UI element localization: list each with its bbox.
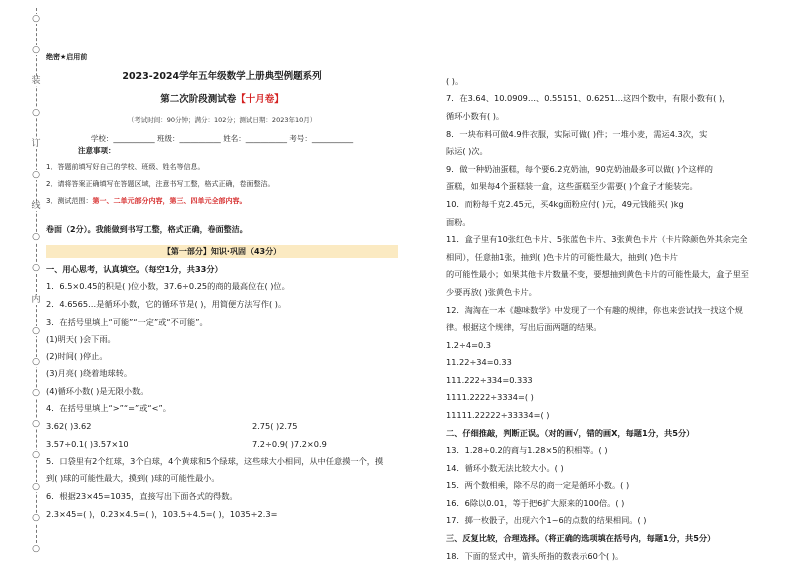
exam-info: （考试时间：90分钟；满分：102分；测试日期：2023年10月） (127, 116, 317, 124)
question-5-cont: 到( )球的可能性最大，摸到( )球的可能性最小。 (46, 473, 220, 483)
notes-heading: 注意事项： (78, 146, 116, 155)
binding-mark: 内 (29, 295, 43, 305)
binding-mark: 线 (29, 201, 43, 211)
question-3-part-3: (3)月亮( )绕着地球转。 (46, 368, 133, 378)
binding-mark: 订 (29, 139, 43, 149)
question-12: 12．淘淘在一本《趣味数学》中发现了一个有趣的规律，你也来尝试找一找这个规 (446, 305, 743, 315)
question-11-line-3: 的可能性最小；如果其他卡片数量不变，要想抽到黄色卡片的可能性最大，盒子里至 (446, 269, 749, 279)
note-item-1: 1．答题前填写好自己的学校、班级、姓名等信息。 (46, 163, 205, 171)
exam-subtitle (46, 95, 398, 105)
compare-row1-right: 2.75( )2.75 (252, 421, 298, 431)
question-3: 3．在括号里填上“可能”“一定”或“不可能”。 (46, 317, 208, 327)
section3-title: 三、反复比较，合理选择。（将正确的选项填在括号内，每题1分，共5分） (446, 533, 716, 543)
question-8: 8．一块布料可做4.9件衣服，实际可做( )件；一堆小麦，需运4.3次，实 (446, 129, 708, 139)
question-11-line-2: 相同），任意抽1张，抽到( )色卡片的可能性最大，抽到( )色卡片 (446, 252, 678, 262)
secret-label: 绝密★启用前 (46, 53, 88, 61)
question-6-items: 2.3×45=( )，0.23×4.5=( )，103.5÷4.5=( )，1035÷2.3= (46, 509, 278, 519)
binding-mark: ○ (29, 419, 43, 429)
section2-title: 二、仔细推敲，判断正误。（对的画√，错的画X，每题1分，共5分） (446, 428, 695, 438)
pattern-line-3: 111.222÷334=0.333 (446, 375, 533, 385)
question-15: 15．两个数相乘，除不尽的商一定是循环小数。( ) (446, 480, 630, 490)
note-item-2: 2．请将答案正确填写在答题区域，注意书写工整，格式正确，卷面整洁。 (46, 180, 275, 188)
binding-mark: ○ (29, 450, 43, 460)
binding-mark: ○ (29, 170, 43, 180)
student-info-fields[interactable]: 学校：___________ 班级：___________ 姓名：___________ 考号：___________ (90, 134, 354, 143)
question-6-tail: ( )。 (446, 76, 464, 86)
question-17: 17．掷一枚骰子，出现六个1~6的点数的结果相同。( ) (446, 515, 647, 525)
question-1: 1．6.5×0.45的积是( )位小数，37.6÷0.25的商的最高位在( )位。 (46, 281, 290, 291)
question-2: 2．4.6565…是循环小数，它的循环节是( )，用简便方法写作( )。 (46, 299, 287, 309)
question-9: 9．做一种奶油蛋糕，每个要6.2克奶油，90克奶油最多可以做( )个这样的 (446, 164, 713, 174)
compare-row2-left: 3.57÷0.1( )3.57×10 (46, 439, 129, 449)
pattern-line-1: 1.2÷4=0.3 (446, 340, 491, 350)
question-11-line-4: 少要再放( )张黄色卡片。 (446, 287, 537, 297)
binding-mark: ○ (29, 513, 43, 523)
binding-mark: ○ (29, 108, 43, 118)
question-3-part-4: (4)循环小数( )是无限小数。 (46, 386, 149, 396)
question-12-cont: 律。根据这个规律，写出后面两题的结果。 (446, 322, 602, 332)
exam-title: 2023-2024学年五年级数学上册典型例题系列 (122, 71, 322, 82)
binding-mark: ○ (29, 357, 43, 367)
binding-mark: ○ (29, 482, 43, 492)
question-10: 10．而粉每千克2.45元，买4kg面粉应付( )元，49元钱能买( )kg (446, 199, 684, 209)
binding-mark: ○ (29, 388, 43, 398)
pattern-line-5: 11111.22222÷33334=( ) (446, 410, 550, 420)
binding-mark: ○ (29, 232, 43, 242)
compare-row1-left: 3.62( )3.62 (46, 421, 92, 431)
question-9-cont: 蛋糕，如果每4个蛋糕装一盒，这些蛋糕至少需要( )个盒子才能装完。 (446, 181, 698, 191)
binding-mark: ○ (29, 45, 43, 55)
exam-subtitle-text: 第二次阶段测试卷 (160, 94, 237, 105)
question-18: 18．下面的竖式中，箭头所指的数表示60个( )。 (446, 551, 624, 561)
question-10-cont: 面粉。 (446, 217, 471, 227)
note-item-3-scope: 第一、二单元部分内容，第三、四单元全部内容。 (92, 197, 247, 205)
question-7: 7．在3.64、10.0909…、0.55151、0.6251…这四个数中，有限小数有( )， (446, 93, 731, 103)
section1-title: 一、用心思考，认真填空。（每空1分，共33分） (46, 264, 223, 274)
exam-subtitle-tag: 【十月卷】 (236, 94, 284, 105)
neatness-score: 卷面（2分）。我能做到书写工整，格式正确，卷面整洁。 (46, 225, 248, 234)
compare-row2-right: 7.2÷0.9( )7.2×0.9 (252, 439, 327, 449)
note-item-3-prefix: 3．测试范围： (46, 197, 93, 205)
binding-mark: 装 (29, 76, 43, 86)
question-7-cont: 循环小数有( )。 (446, 111, 505, 121)
part1-banner: 【第一部分】知识·巩固（43分） (46, 245, 398, 258)
question-8-cont: 际运( )次。 (446, 146, 488, 156)
binding-mark: ○ (29, 544, 43, 554)
question-16: 16．6除以0.01，等于把6扩大原来的100倍。( ) (446, 498, 625, 508)
question-14: 14．循环小数无法比较大小。( ) (446, 463, 564, 473)
binding-dashed-line (36, 8, 37, 553)
question-4: 4．在括号里填上“>”“=”或“<”。 (46, 403, 171, 413)
binding-mark: ○ (29, 14, 43, 24)
question-11: 11．盒子里有10张红色卡片、5张蓝色卡片、3张黄色卡片（卡片除颜色外其余完全 (446, 234, 748, 244)
pattern-line-2: 11.22÷34=0.33 (446, 357, 512, 367)
question-13: 13．1.28÷0.2的商与1.28×5的积相等。( ) (446, 445, 608, 455)
question-3-part-2: (2)时间( )停止。 (46, 351, 108, 361)
binding-mark: ○ (29, 326, 43, 336)
question-6: 6．根据23×45=1035，直接写出下面各式的得数。 (46, 491, 238, 501)
pattern-line-4: 1111.2222÷3334=( ) (446, 392, 534, 402)
note-item-3 (46, 196, 246, 206)
question-5: 5．口袋里有2个红球，3个白球，4个黄球和5个绿球，这些球大小相同，从中任意摸一个，摸 (46, 456, 384, 466)
binding-mark: ○ (29, 263, 43, 273)
question-3-part-1: (1)明天( )会下雨。 (46, 334, 116, 344)
